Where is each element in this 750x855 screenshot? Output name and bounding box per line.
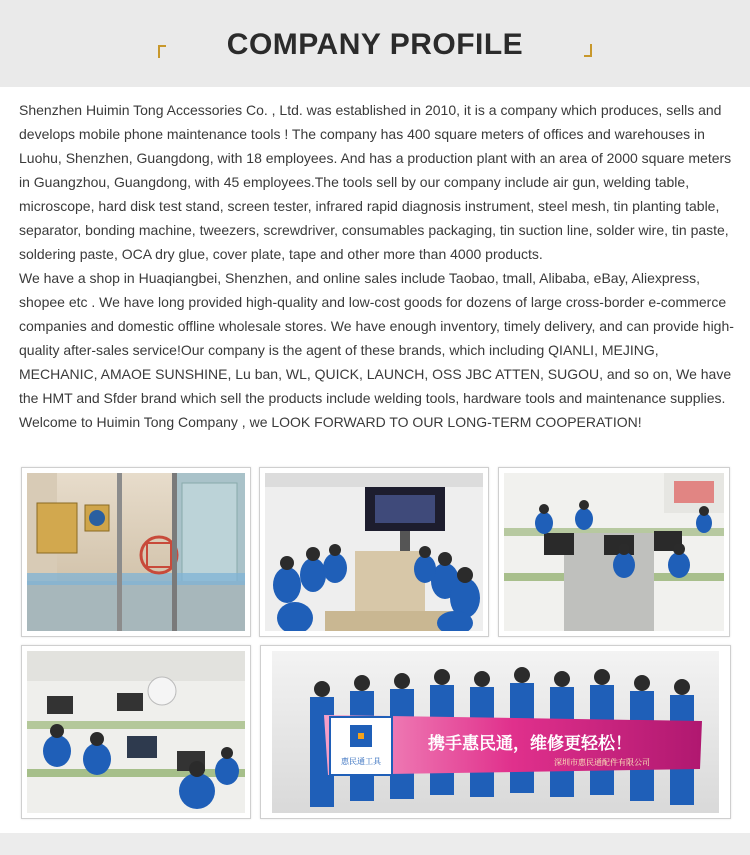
section-title: COMPANY PROFILE xyxy=(226,28,524,61)
banner-company: 深圳市惠民通配件有限公司 xyxy=(554,758,650,767)
reception-illustration xyxy=(27,473,245,631)
team-banner-illustration xyxy=(272,651,719,813)
open-office-image xyxy=(504,473,724,631)
team-banner-image xyxy=(272,651,719,813)
photo-meeting-room xyxy=(259,467,489,637)
photo-team-banner xyxy=(260,645,731,819)
description-paragraph-3: Welcome to Huimin Tong Company , we LOOK FORWARD TO OUR LONG-TERM COOPERATION! xyxy=(19,414,642,430)
company-description xyxy=(19,98,741,434)
description-paragraph-2: We have a shop in Huaqiangbei, Shenzhen, and online sales include Taobao, tmall, Alibaba, eBay, Aliexpress, shopee etc . We have long provided high-quality and low-cost goods for dozens of large cross-border e-commerce companies and domestic offline wholesale stores. We have enough inventory, timely delivery, and can provide high-quality after-sales service!Our company is the agent of these brands, which including QIANLI, MEJING, MECHANIC, AMAOE SUNSHINE, Lu ban, WL, QUICK, LAUNCH, OSS JBC ATTEN, SUGOU, and so on, We have the HMT and Sfder brand which sell the products include welding tools, hardware tools and maintenance supplies. xyxy=(19,270,734,406)
open-office-illustration xyxy=(504,473,724,631)
workstations-illustration xyxy=(27,651,245,813)
photo-open-office xyxy=(498,467,730,637)
section-header xyxy=(0,0,750,87)
corner-bracket-right-icon xyxy=(584,44,592,57)
photo-workstations xyxy=(21,645,251,819)
meeting-room-image xyxy=(265,473,483,631)
banner-slogan: 携手惠民通，维修更轻松！ xyxy=(428,734,632,754)
reception-image xyxy=(27,473,245,631)
banner-logo-label: 惠民通工具 xyxy=(341,757,381,766)
bottom-divider xyxy=(0,833,750,855)
description-paragraph-1: Shenzhen Huimin Tong Accessories Co. , Ltd. was established in 2010, it is a company which produces, sells and develops mobile phone maintenance tools ! The company has 400 square meters of offices and warehouses in Luohu, Shenzhen, Guangdong, with 18 employees. And has a production plant with an area of 2000 square meters in Guangzhou, Guangdong, with 45 employees.The tools sell by our company include air gun, welding table, microscope, hard disk test stand, screen tester, infrared rapid diagnosis instrument, steel mesh, tin planting table, separator, bonding machine, tweezers, screwdriver, consumables packaging, tin suction line, solder wire, tin paste, soldering paste, OCA dry glue, cover plate, tape and other more than 4000 products. xyxy=(19,102,732,262)
workstations-image xyxy=(27,651,245,813)
meeting-room-illustration xyxy=(265,473,483,631)
photo-reception xyxy=(21,467,251,637)
